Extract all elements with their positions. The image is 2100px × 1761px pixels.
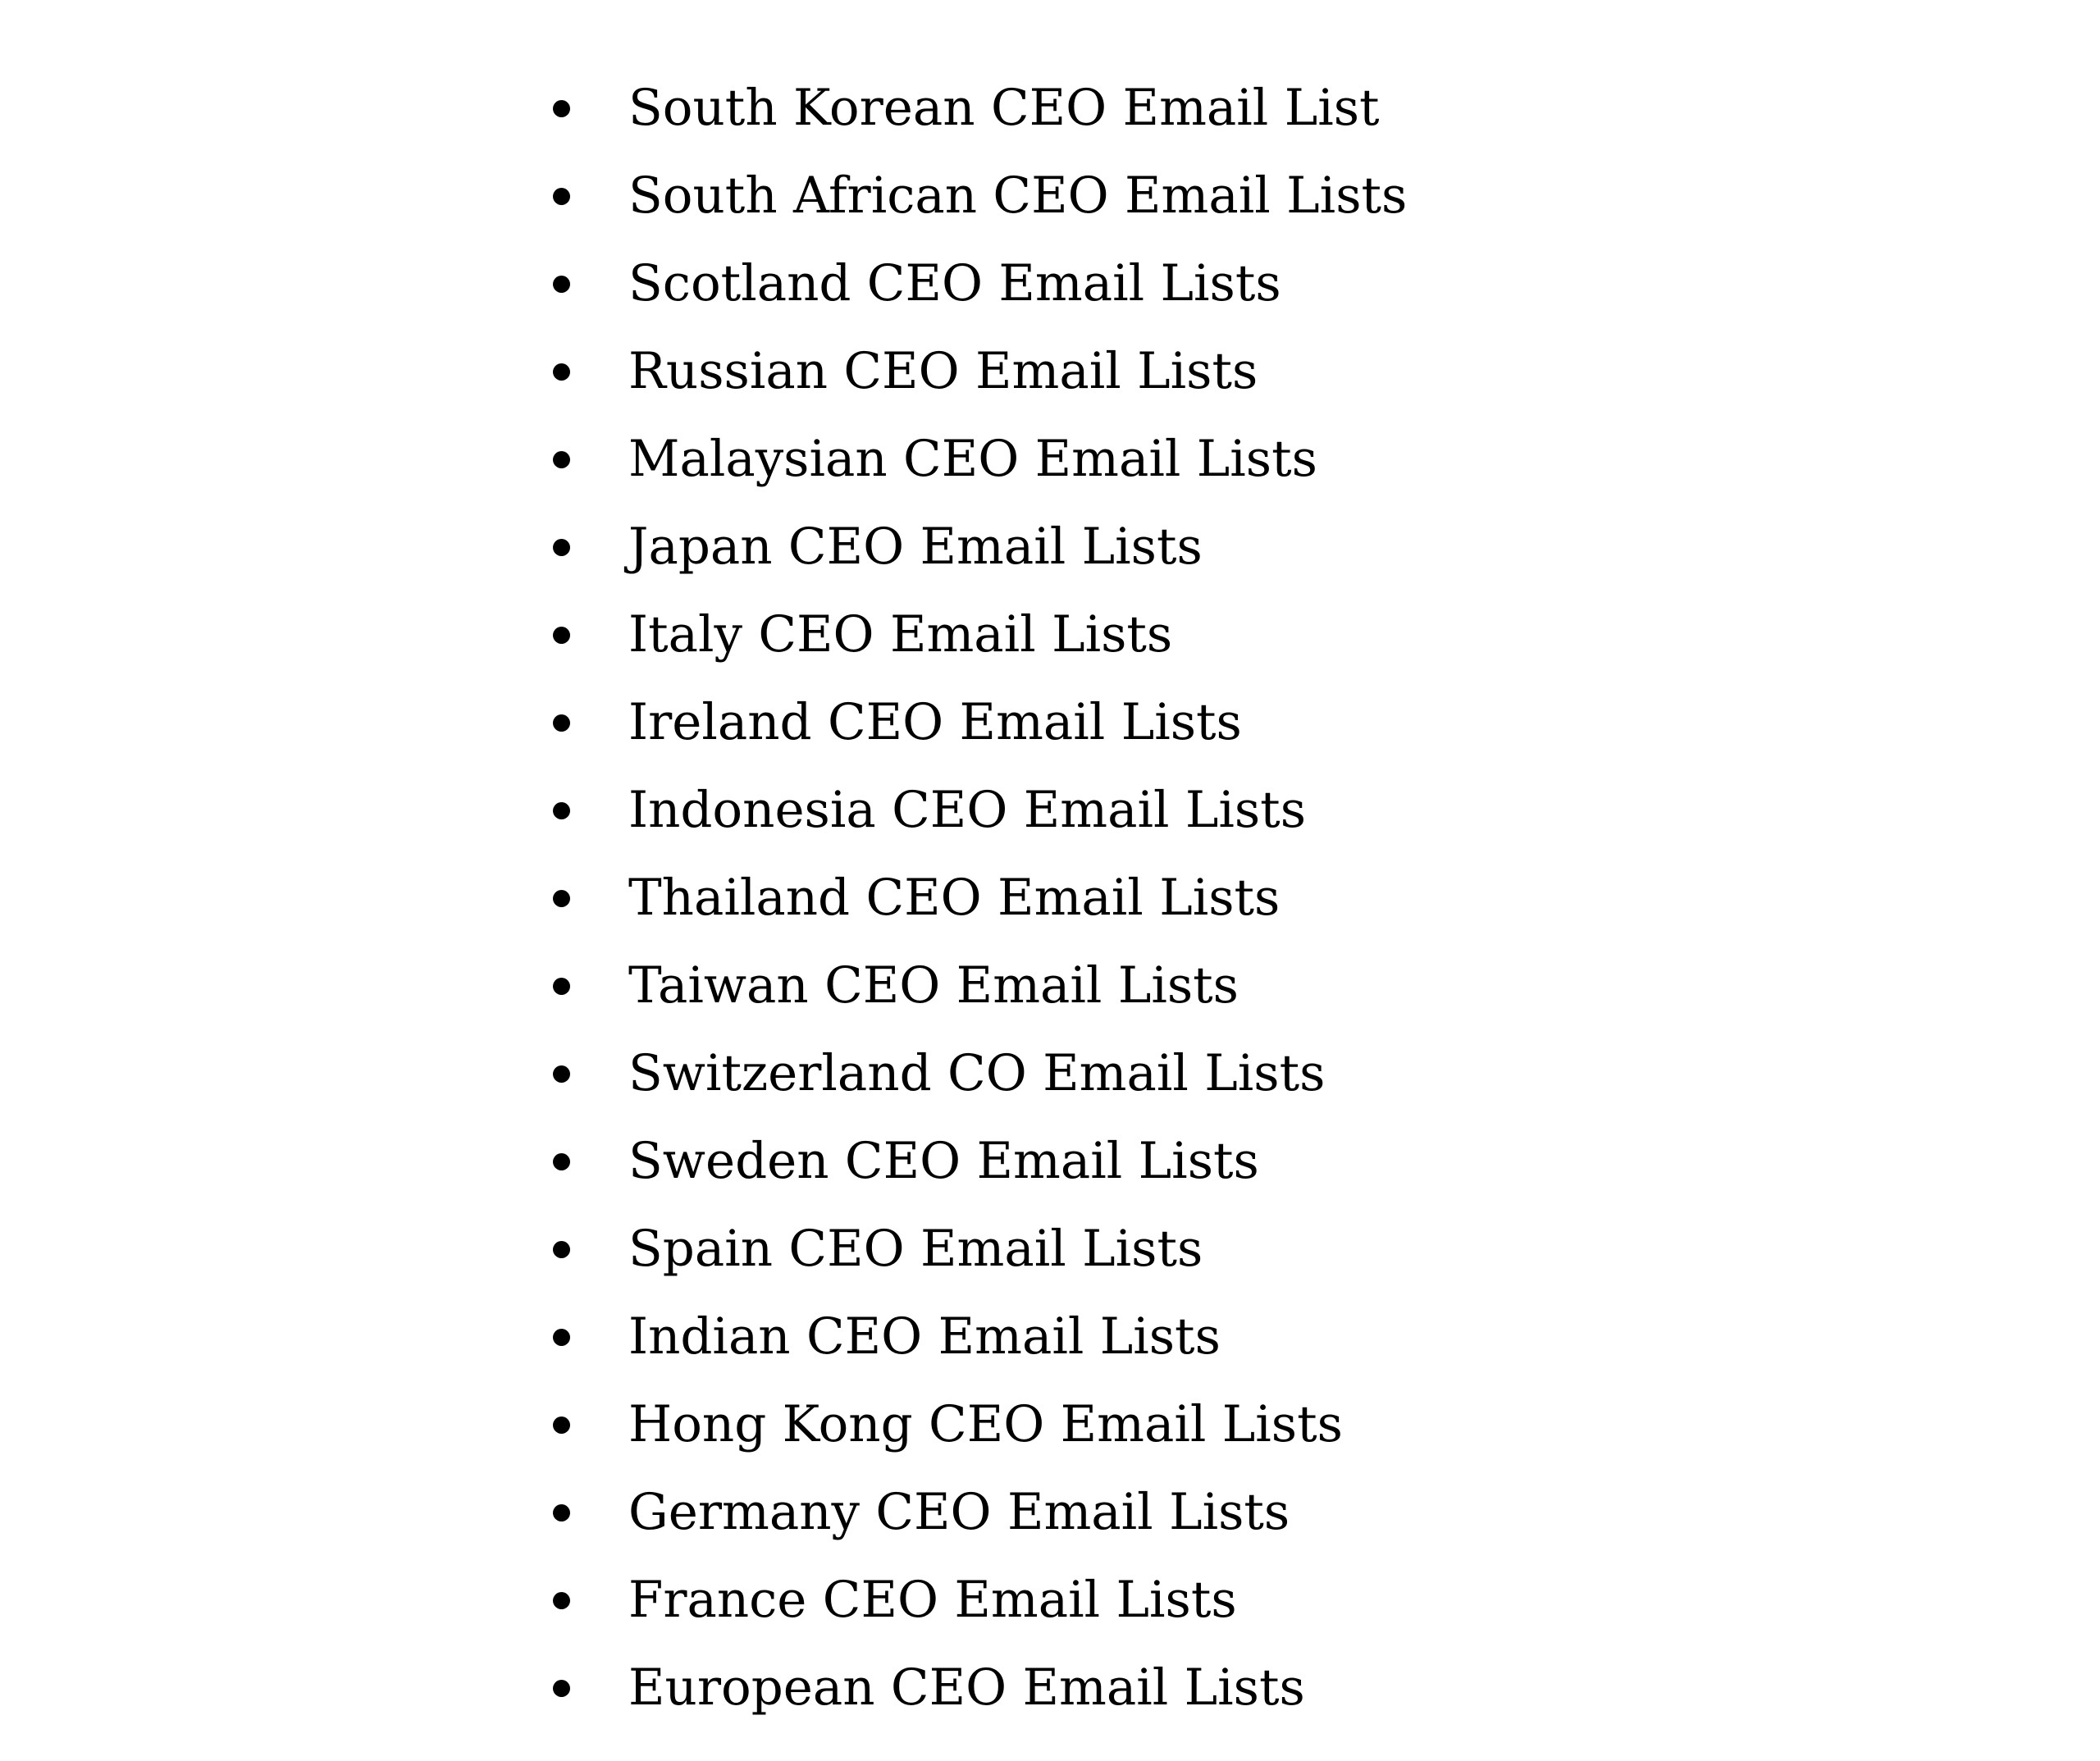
list-item-label: Taiwan CEO Email Lists (628, 956, 1239, 1015)
list-item-label: Malaysian CEO Email Lists (628, 430, 1317, 488)
bullet-icon (553, 539, 570, 556)
list-item-label: South Korean CEO Email List (628, 79, 1380, 137)
list-item-label: Switzerland CO Email Lists (628, 1044, 1326, 1102)
list-item-label: Spain CEO Email Lists (628, 1220, 1203, 1278)
bullet-icon (553, 1417, 570, 1434)
list-item-label: Thailand CEO Email Lists (628, 869, 1281, 927)
list-item-label: Indian CEO Email Lists (628, 1307, 1221, 1366)
list-item-label: Scotland CEO Email Lists (628, 254, 1281, 313)
list-item-label: Russian CEO Email Lists (628, 342, 1258, 400)
bullet-icon (553, 1329, 570, 1346)
list-item-label: Japan CEO Email Lists (628, 518, 1203, 576)
list-item-label: Italy CEO Email Lists (628, 605, 1173, 664)
list-item-label: France CEO Email Lists (628, 1571, 1237, 1629)
list-item-label: Ireland CEO Email Lists (628, 693, 1242, 751)
bullet-icon (553, 363, 570, 381)
list-item-label: South African CEO Email Lists (628, 167, 1408, 225)
bullet-icon (553, 1065, 570, 1083)
bullet-icon (553, 451, 570, 468)
bullet-icon (553, 890, 570, 907)
list-item-label: Sweden CEO Email Lists (628, 1132, 1259, 1190)
bullet-icon (553, 802, 570, 819)
list-item-label: Germany CEO Email Lists (628, 1483, 1290, 1541)
bullet-icon (553, 714, 570, 732)
bullet-icon (553, 276, 570, 293)
list-item-label: Hong Kong CEO Email Lists (628, 1395, 1343, 1453)
bullet-icon (553, 1153, 570, 1170)
list-item-label: Indonesia CEO Email Lists (628, 781, 1307, 839)
bullet-icon (553, 1592, 570, 1609)
bullet-icon (553, 188, 570, 205)
bullet-icon (553, 627, 570, 644)
bullet-icon (553, 1241, 570, 1258)
bullet-icon (553, 1504, 570, 1521)
list-item-label: European CEO Email Lists (628, 1658, 1305, 1717)
bullet-icon (553, 1680, 570, 1697)
bullet-icon (553, 100, 570, 117)
bullet-icon (553, 978, 570, 995)
